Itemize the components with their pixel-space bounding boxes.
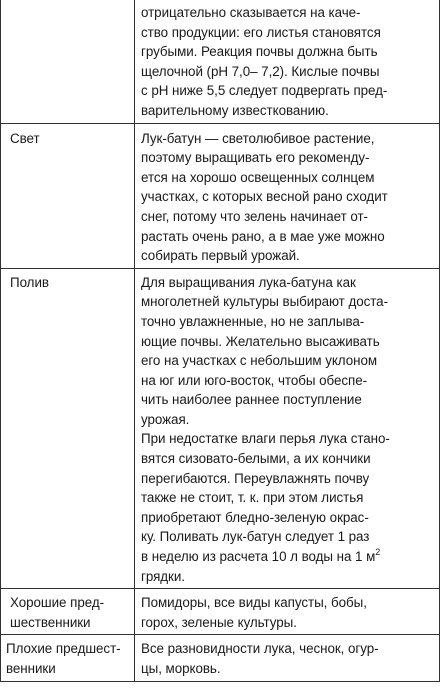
- text-line: собирать первый урожай.: [141, 248, 300, 264]
- text-line: приобретают бледно-зеленую окрас-: [141, 509, 369, 525]
- row-label: Хорошие пред-: [10, 595, 104, 611]
- row-label-cell: [1, 589, 135, 635]
- text-line: ку. Поливать лук-батун следует 1 раз: [141, 529, 370, 545]
- text-line: снег, потому что зелень начинает от-: [141, 208, 368, 224]
- text-line: чить наиболее раннее поступление: [141, 392, 362, 408]
- table-row: [1, 0, 440, 123]
- row-text-cell: [135, 123, 440, 268]
- text-line: на юг или юго-восток, чтобы обеспе-: [141, 372, 368, 388]
- text-line: точно увлажненные, но не заплыва-: [141, 313, 365, 329]
- text-fragment: в неделю из расчета 10 л воды на 1 м: [141, 549, 376, 565]
- text-line: Лук-батун — светолюбивое растение,: [141, 130, 375, 146]
- table-row: [1, 589, 440, 635]
- text-line: варительному известкованию.: [141, 102, 329, 118]
- text-line: щелочной (рН 7,0– 7,2). Кислые почвы: [141, 63, 380, 79]
- text-line-with-superscript: [141, 547, 436, 567]
- text-line: грубыми. Реакция почвы должна быть: [141, 44, 378, 60]
- text-line: Все разновидности лука, чеснок, огур-: [141, 641, 379, 657]
- text-line: Помидоры, все виды капусты, бобы,: [141, 595, 367, 611]
- text-line: вятся сизовато-белыми, а их кончики: [141, 451, 371, 467]
- text-line: ство продукции: его листья становятся: [141, 24, 381, 40]
- table-row: [1, 123, 440, 268]
- text-line: горох, зеленые культуры.: [141, 614, 297, 630]
- row-label: Полив: [10, 274, 49, 290]
- text-line: Для выращивания лука-батуна как: [141, 274, 356, 290]
- text-line: При недостатке влаги перья лука стано-: [141, 431, 390, 447]
- text-line: растать очень рано, а в мае уже можно: [141, 228, 385, 244]
- text-line: также не стоит, т. к. при этом листья: [141, 490, 364, 506]
- text-line: с рН ниже 5,5 следует подвергать пред-: [141, 83, 388, 99]
- row-label-cell: [1, 635, 135, 681]
- row-label: венники: [6, 661, 56, 676]
- table-row: [1, 268, 440, 589]
- text-line: участках, с которых весной рано сходит: [141, 189, 388, 205]
- row-label-cell: [1, 123, 135, 268]
- row-text-cell: [135, 589, 440, 635]
- row-label-cell: [1, 268, 135, 589]
- row-label-cell: [1, 0, 135, 123]
- row-label: Плохие предшест-: [6, 641, 121, 657]
- text-line: отрицательно сказывается на каче-: [141, 5, 361, 20]
- text-line: многолетней культуры выбирают доста-: [141, 294, 388, 310]
- text-line: его на участках с небольшим уклоном: [141, 353, 378, 369]
- text-line: перегибаются. Переувлажнять почву: [141, 470, 370, 486]
- text-line: ется на хорошо освещенных солнцем: [141, 169, 375, 185]
- text-line: цы, морковь.: [141, 661, 221, 676]
- text-line: поэтому выращивать его рекоменду-: [141, 150, 370, 166]
- row-text-cell: [135, 635, 440, 681]
- text-line: ющие почвы. Желательно высаживать: [141, 333, 380, 349]
- row-label: шественники: [10, 614, 91, 630]
- row-text-cell: [135, 0, 440, 123]
- text-line: грядки.: [141, 568, 185, 584]
- superscript: 2: [375, 547, 381, 558]
- text-line: урожая.: [141, 411, 190, 427]
- table-row: [1, 635, 440, 681]
- row-label: Свет: [10, 130, 40, 146]
- row-text-cell: [135, 268, 440, 589]
